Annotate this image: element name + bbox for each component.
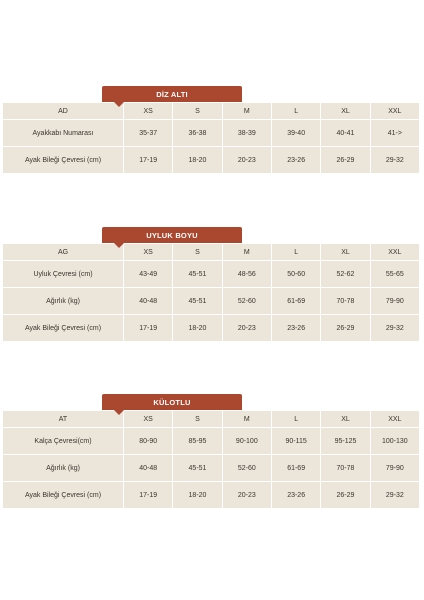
table-cell: 17-19 — [124, 315, 173, 342]
table-row — [3, 288, 420, 315]
table-cell: 17-19 — [124, 147, 173, 174]
row-label: Ayak Bileği Çevresi (cm) — [3, 147, 124, 174]
table-cell: 29-32 — [370, 482, 419, 509]
header-size: XS — [124, 411, 173, 428]
table-row — [3, 315, 420, 342]
table-cell: 40-48 — [124, 288, 173, 315]
table-cell: 20-23 — [222, 482, 271, 509]
table-cell: 70-78 — [321, 455, 370, 482]
table-cell: 26-29 — [321, 147, 370, 174]
size-table — [2, 243, 420, 342]
header-size: L — [271, 411, 320, 428]
row-label: Ayak Bileği Çevresi (cm) — [3, 482, 124, 509]
table-cell: 41-> — [370, 120, 419, 147]
table-cell: 29-32 — [370, 147, 419, 174]
header-size: M — [222, 244, 271, 261]
table-row — [3, 120, 420, 147]
table-cell: 45-51 — [173, 261, 222, 288]
row-label: Ayak Bileği Çevresi (cm) — [3, 315, 124, 342]
table-cell: 23-26 — [271, 147, 320, 174]
table-cell: 43-49 — [124, 261, 173, 288]
table-header-row — [3, 244, 420, 261]
table-cell: 45-51 — [173, 455, 222, 482]
header-size: L — [271, 244, 320, 261]
table-cell: 18-20 — [173, 482, 222, 509]
table-row — [3, 428, 420, 455]
table-cell: 17-19 — [124, 482, 173, 509]
table-cell: 23-26 — [271, 315, 320, 342]
section-title: KÜLOTLU — [102, 394, 242, 410]
row-label: Kalça Çevresi(cm) — [3, 428, 124, 455]
table-cell: 40-41 — [321, 120, 370, 147]
row-label: Uyluk Çevresi (cm) — [3, 261, 124, 288]
table-row — [3, 261, 420, 288]
header-size: S — [173, 411, 222, 428]
header-code: AT — [3, 411, 124, 428]
table-cell: 40-48 — [124, 455, 173, 482]
table-row — [3, 455, 420, 482]
table-cell: 50-60 — [271, 261, 320, 288]
table-row — [3, 147, 420, 174]
table-cell: 95-125 — [321, 428, 370, 455]
size-table — [2, 410, 420, 509]
table-cell: 35-37 — [124, 120, 173, 147]
table-cell: 80-90 — [124, 428, 173, 455]
table-header-row — [3, 103, 420, 120]
table-cell: 45-51 — [173, 288, 222, 315]
table-cell: 38-39 — [222, 120, 271, 147]
table-cell: 55-65 — [370, 261, 419, 288]
table-cell: 52-62 — [321, 261, 370, 288]
section-title: UYLUK BOYU — [102, 227, 242, 243]
table-cell: 90-115 — [271, 428, 320, 455]
table-cell: 79-90 — [370, 288, 419, 315]
header-size: XS — [124, 103, 173, 120]
table-cell: 61-69 — [271, 288, 320, 315]
table-cell: 52-60 — [222, 455, 271, 482]
table-cell: 18-20 — [173, 147, 222, 174]
row-label: Ayakkabı Numarası — [3, 120, 124, 147]
table-cell: 79-90 — [370, 455, 419, 482]
header-size: XS — [124, 244, 173, 261]
section-title: DİZ ALTI — [102, 86, 242, 102]
header-size: XXL — [370, 103, 419, 120]
table-cell: 36-38 — [173, 120, 222, 147]
row-label: Ağırlık (kg) — [3, 288, 124, 315]
header-size: XXL — [370, 411, 419, 428]
header-size: XL — [321, 244, 370, 261]
table-cell: 23-26 — [271, 482, 320, 509]
header-size: L — [271, 103, 320, 120]
row-label: Ağırlık (kg) — [3, 455, 124, 482]
table-cell: 20-23 — [222, 147, 271, 174]
table-cell: 100-130 — [370, 428, 419, 455]
header-size: S — [173, 244, 222, 261]
table-row — [3, 482, 420, 509]
table-cell: 39-40 — [271, 120, 320, 147]
table-cell: 52-60 — [222, 288, 271, 315]
table-cell: 70-78 — [321, 288, 370, 315]
table-cell: 18-20 — [173, 315, 222, 342]
table-cell: 48-56 — [222, 261, 271, 288]
header-size: XL — [321, 103, 370, 120]
table-cell: 26-29 — [321, 315, 370, 342]
header-code: AD — [3, 103, 124, 120]
table-header-row — [3, 411, 420, 428]
header-size: XXL — [370, 244, 419, 261]
header-size: M — [222, 103, 271, 120]
header-size: M — [222, 411, 271, 428]
table-cell: 29-32 — [370, 315, 419, 342]
size-table — [2, 102, 420, 174]
table-cell: 26-29 — [321, 482, 370, 509]
header-code: AG — [3, 244, 124, 261]
table-cell: 20-23 — [222, 315, 271, 342]
header-size: XL — [321, 411, 370, 428]
header-size: S — [173, 103, 222, 120]
table-cell: 61-69 — [271, 455, 320, 482]
table-cell: 90-100 — [222, 428, 271, 455]
table-cell: 85-95 — [173, 428, 222, 455]
